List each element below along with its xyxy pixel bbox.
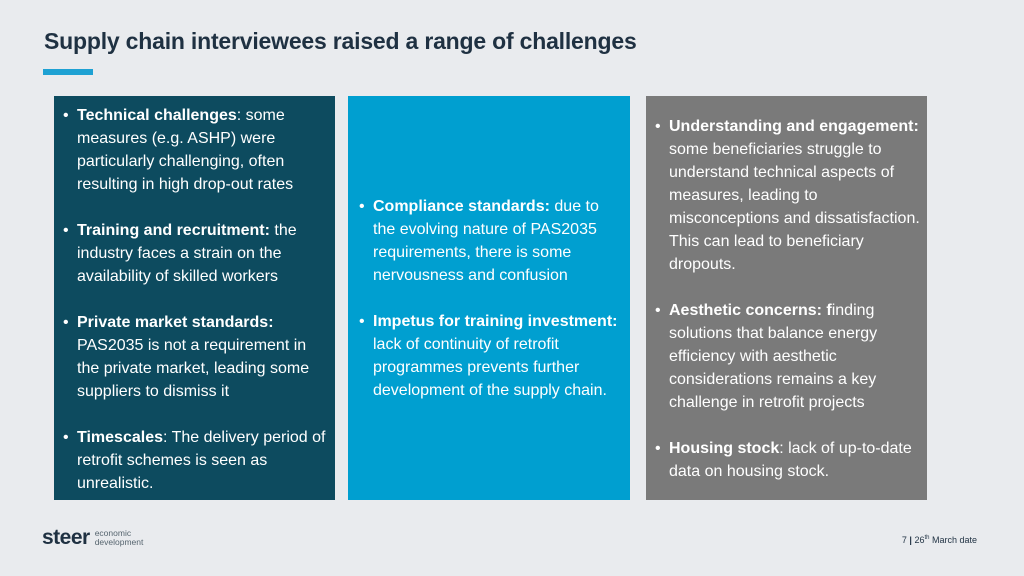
item-heading: Technical challenges — [77, 107, 237, 124]
list-item — [62, 426, 327, 495]
list-item — [654, 115, 921, 276]
list-item — [62, 311, 327, 403]
item-heading: Impetus for training investment: — [373, 312, 618, 330]
bullet-icon: • — [359, 197, 365, 215]
list-item — [654, 299, 921, 414]
item-text: inding solutions that balance energy efficiency with aesthetic considerations remains a key challenge in retrofit projects — [669, 302, 878, 411]
item-separator: : — [236, 107, 246, 124]
item-text: PAS2035 is not a requirement in the private market, leading some suppliers to dismiss it — [77, 337, 310, 400]
item-heading: Compliance standards: — [373, 197, 550, 215]
slide-title: Supply chain interviewees raised a range of challenges — [44, 28, 637, 54]
challenge-list — [358, 195, 620, 402]
challenge-list — [654, 115, 921, 483]
item-heading: Understanding and engagement: — [669, 118, 919, 135]
panel-supply-chain-challenges — [54, 96, 335, 500]
logo-wordmark: steer — [42, 526, 90, 549]
bullet-icon: • — [655, 440, 661, 457]
item-heading: Training and recruitment: — [77, 222, 270, 239]
item-text: lack of up-to-date data on housing stock. — [669, 440, 912, 480]
item-separator: : — [779, 440, 789, 457]
list-item — [358, 310, 620, 402]
item-heading: Housing stock — [669, 440, 780, 457]
list-item — [654, 437, 921, 483]
title-accent-bar — [43, 69, 93, 75]
item-text: due to the evolving nature of PAS2035 requirements, there is some nervousness and confusion — [373, 197, 599, 284]
list-item — [62, 104, 327, 196]
list-item — [62, 219, 327, 288]
list-item — [358, 195, 620, 287]
bullet-icon: • — [63, 314, 69, 331]
logo-subtitle — [95, 529, 144, 547]
logo-subtitle-line-1: economic — [94, 528, 132, 538]
page-number: 7 — [901, 535, 907, 545]
challenge-list — [62, 104, 327, 495]
bullet-icon: • — [63, 107, 69, 124]
date-day: 26 — [914, 535, 925, 545]
bullet-icon: • — [655, 118, 661, 135]
item-text: The delivery period of retrofit schemes is seen as unrealistic. — [77, 429, 326, 492]
item-separator: : — [163, 429, 172, 446]
item-text: some beneficiaries struggle to understand technical aspects of measures, leading to misconceptions and dissatisfaction. This can lead to beneficiary dropouts. — [669, 141, 920, 273]
item-heading: Timescales — [77, 429, 163, 446]
bullet-icon: • — [359, 312, 365, 330]
footer-separator: | — [909, 535, 912, 545]
item-text: lack of continuity of retrofit programmes prevents further development of the supply chain. — [373, 335, 607, 399]
item-text: the industry faces a strain on the availability of skilled workers — [77, 222, 297, 285]
bullet-icon: • — [63, 222, 69, 239]
bullet-icon: • — [655, 302, 661, 319]
item-text: some measures (e.g. ASHP) were particularly challenging, often resulting in high drop-out rates — [77, 107, 294, 193]
item-heading: Private market standards: — [77, 314, 274, 331]
logo-subtitle-line-2: development — [94, 537, 144, 547]
date-suffix: th — [924, 535, 930, 541]
panel-standards-investment — [348, 96, 630, 500]
panel-beneficiary-challenges — [646, 96, 927, 500]
item-heading: Aesthetic concerns: f — [669, 302, 832, 319]
date-rest: March date — [929, 535, 977, 545]
steer-logo — [42, 526, 143, 550]
bullet-icon: • — [63, 429, 69, 446]
page-footer — [902, 535, 977, 545]
